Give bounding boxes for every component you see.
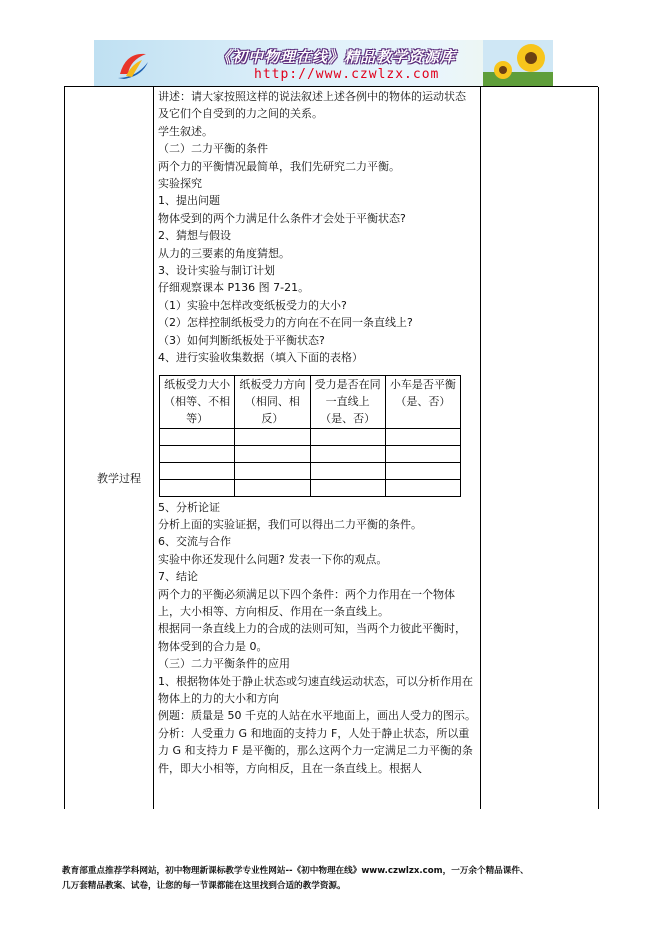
table-cell[interactable] [385, 462, 460, 479]
step-heading: 7、结论 [158, 570, 198, 584]
table-header-cell: 纸板受力大小（相等、不相等） [160, 375, 235, 428]
step-heading: 1、提出问题 [158, 194, 220, 208]
step-text: 实验中你还发现什么问题? 发表一下你的观点。 [158, 552, 388, 566]
table-row [160, 428, 461, 445]
step-heading: 6、交流与合作 [158, 535, 231, 549]
footer-line: 教育部重点推荐学科网站，初中物理新课标教学专业性网站--《初中物理在线》www.czwlzx.com，一万余个精品课件、 [62, 866, 529, 876]
para-intro: 两个力的平衡情况最简单，我们先研究二力平衡。 [158, 159, 400, 173]
question-item: （3）如何判断纸板处于平衡状态? [158, 333, 325, 347]
table-cell[interactable] [160, 462, 235, 479]
table-header-cell: 受力是否在同一直线上（是、否） [310, 375, 385, 428]
table-cell[interactable] [235, 445, 310, 462]
section-heading: （三）二力平衡条件的应用 [158, 657, 290, 671]
table-cell[interactable] [310, 445, 385, 462]
table-cell[interactable] [235, 479, 310, 496]
para-narrative: 讲述：请大家按照这样的说法叙述上述各例中的物体的运动状态及它们个自受到的力之间的关系。 [158, 90, 466, 121]
page-footer [62, 864, 622, 894]
row-label: 教学过程 [97, 472, 141, 485]
table-border-col1 [153, 87, 154, 809]
table-cell[interactable] [385, 479, 460, 496]
question-item: （2）怎样控制纸板受力的方向在不在同一条直线上? [158, 316, 413, 330]
table-cell[interactable] [160, 479, 235, 496]
example-text: 例题：质量是 50 千克的人站在水平地面上，画出人受力的图示。 [158, 709, 476, 723]
table-cell[interactable] [160, 428, 235, 445]
table-border-right [598, 87, 599, 809]
site-banner [94, 40, 553, 86]
table-cell[interactable] [310, 462, 385, 479]
step-heading: 2、猜想与假设 [158, 229, 231, 243]
table-header-cell: 小车是否平衡（是、否） [385, 375, 460, 428]
site-logo-icon [116, 48, 150, 80]
lesson-content [158, 88, 476, 777]
header-rule [64, 86, 598, 87]
table-row [160, 462, 461, 479]
table-cell[interactable] [160, 445, 235, 462]
table-cell[interactable] [385, 428, 460, 445]
banner-url[interactable]: http://www.czwlzx.com [254, 67, 440, 82]
step-text: 物体受到的两个力满足什么条件才会处于平衡状态? [158, 211, 406, 225]
step-heading: 4、进行实验收集数据（填入下面的表格） [158, 351, 363, 365]
para-student: 学生叙述。 [158, 124, 213, 138]
table-cell[interactable] [310, 428, 385, 445]
banner-title: 《初中物理在线》精品教学资源库 [216, 48, 457, 66]
table-cell[interactable] [235, 462, 310, 479]
step-text: 从力的三要素的角度猜想。 [158, 246, 290, 260]
table-border-col2 [480, 87, 481, 809]
footer-line: 几万套精品教案、试卷，让您的每一节课都能在这里找到合适的教学资源。 [62, 881, 346, 891]
table-cell[interactable] [385, 445, 460, 462]
table-row [160, 479, 461, 496]
question-item: （1）实验中怎样改变纸板受力的大小? [158, 298, 347, 312]
section-heading: （二）二力平衡的条件 [158, 142, 268, 156]
data-table [159, 375, 461, 497]
table-border-left [64, 87, 65, 809]
step-heading: 实验探究 [158, 177, 202, 191]
conclusion-text: 两个力的平衡必须满足以下四个条件：两个力作用在一个物体上，大小相等、方向相反、作用在一条直线上。 [158, 587, 455, 618]
step-heading: 5、分析论证 [158, 500, 220, 514]
step-text: 仔细观察课本 P136 图 7-21。 [158, 281, 310, 295]
application-text: 1、根据物体处于静止状态或匀速直线运动状态，可以分析作用在物体上的力的大小和方向 [158, 674, 473, 705]
table-cell[interactable] [310, 479, 385, 496]
table-header-row [160, 375, 461, 428]
table-header-cell: 纸板受力方向（相同、相反） [235, 375, 310, 428]
table-row [160, 445, 461, 462]
sunflower-icon [483, 40, 553, 86]
conclusion-text: 根据同一条直线上力的合成的法则可知，当两个力彼此平衡时，物体受到的合力是 0。 [158, 622, 466, 653]
step-text: 分析上面的实验证据，我们可以得出二力平衡的条件。 [158, 517, 422, 531]
analysis-text: 分析：人受重力 G 和地面的支持力 F，人处于静止状态，所以重力 G 和支持力 F 是平衡的，那么这两个力一定满足二力平衡的条件，即大小相等，方向相反，且在一条直线上。根据人 [158, 726, 473, 775]
table-cell[interactable] [235, 428, 310, 445]
step-heading: 3、设计实验与制订计划 [158, 264, 275, 278]
